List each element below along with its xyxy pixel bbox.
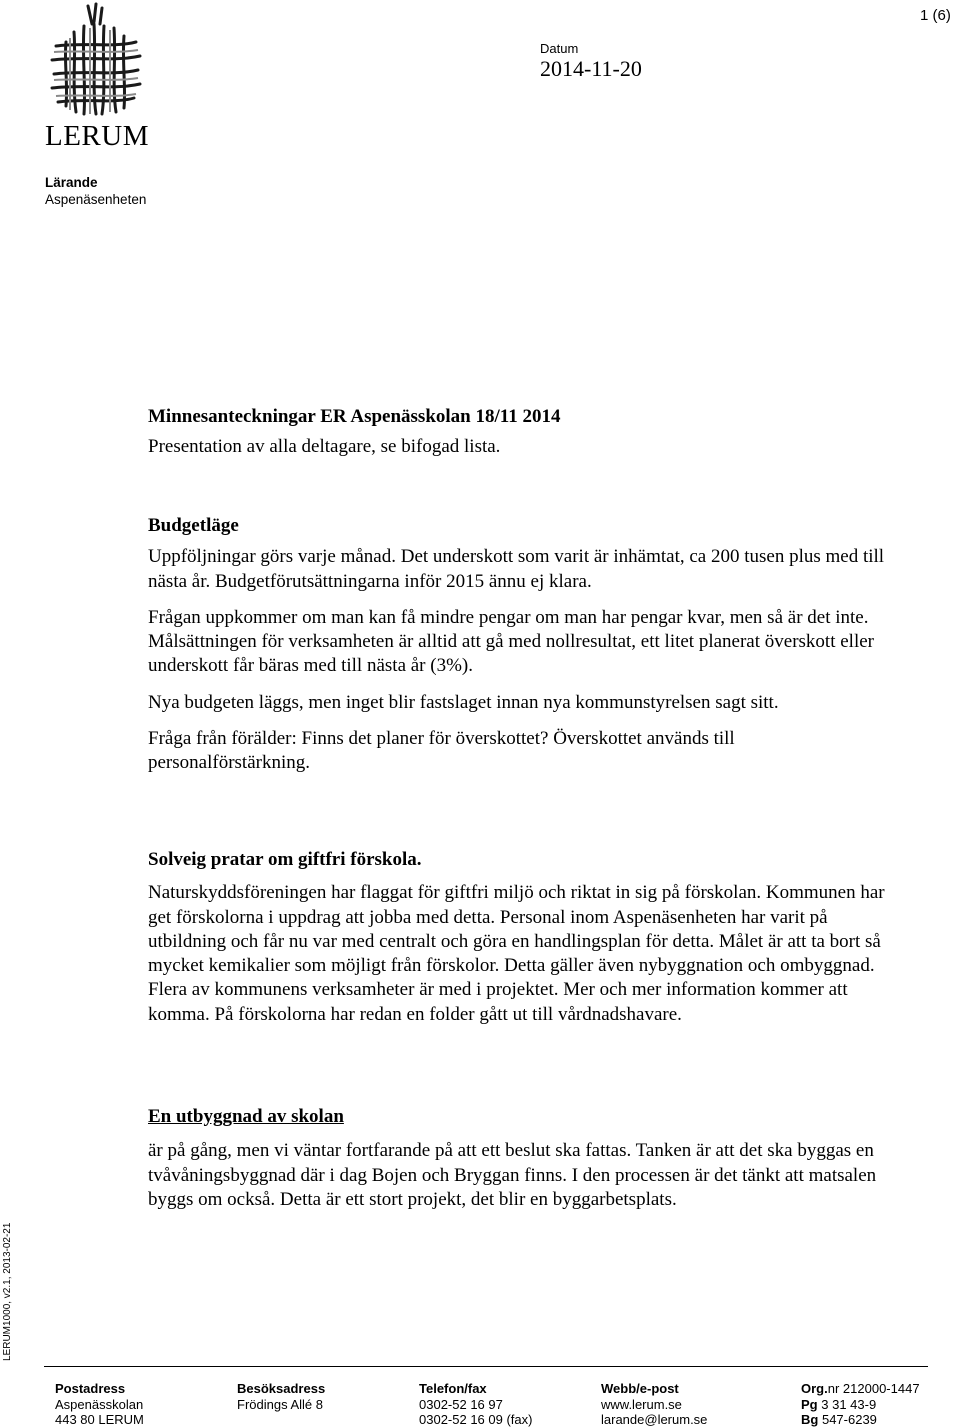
giftfri-heading: Solveig pratar om giftfri förskola. xyxy=(148,849,422,870)
budget-paragraph: Uppföljningar görs varje månad. Det underskott som varit är inhämtat, ca 200 tusen plus med till nästa år. Budgetförutsättningarna inför 2015 ännu ej klara. xyxy=(148,546,885,592)
footer-label: Webb/e-post xyxy=(601,1381,679,1396)
footer-value: 3 31 43-9 xyxy=(821,1396,877,1412)
document-header xyxy=(148,405,888,460)
page-number: 1 (6) xyxy=(920,7,951,24)
footer-label: Besöksadress xyxy=(237,1381,326,1396)
budget-paragraph: Frågan uppkommer om man kan få mindre pengar om man har pengar kvar, men så är det inte. Målsättningen för verksamheten är alltid att gå med nollresultat, ett litet planerat överskott eller underskott får bäras med till nästa år (3%). xyxy=(148,606,874,677)
unit-name: Lärande xyxy=(45,175,98,190)
giftfri-section xyxy=(148,848,888,1027)
side-version-text: LERUM1000, v2.1, 2013-02-21 xyxy=(2,1222,13,1361)
utbyggnad-heading: En utbyggnad av skolan xyxy=(148,1106,344,1127)
logo-wordmark: LERUM xyxy=(45,120,149,152)
footer-value: Frödings Allé 8 xyxy=(237,1396,323,1412)
footer-value: 0302-52 16 09 (fax) xyxy=(419,1412,533,1427)
footer-label: Telefon/fax xyxy=(419,1381,487,1396)
footer-value: 443 80 LERUM xyxy=(55,1412,144,1427)
date-value: 2014-11-20 xyxy=(540,56,642,81)
footer-webb xyxy=(601,1381,707,1428)
utbyggnad-section xyxy=(148,1105,888,1212)
footer-label: Postadress xyxy=(55,1381,126,1396)
budget-section xyxy=(148,514,888,776)
footer-org xyxy=(801,1381,920,1428)
footer-besok xyxy=(237,1381,325,1412)
footer-value: Aspenässkolan xyxy=(55,1396,144,1412)
footer-value: 547-6239 xyxy=(821,1412,877,1427)
unit-sub: Aspenäsenheten xyxy=(45,192,147,207)
budget-heading: Budgetläge xyxy=(148,515,239,536)
footer-telefon xyxy=(419,1381,532,1428)
budget-paragraph: Nya budgeten läggs, men inget blir fastslaget innan nya kommunstyrelsen sagt sitt. xyxy=(148,691,779,713)
footer-label: Bg xyxy=(801,1412,819,1427)
footer-postadress xyxy=(55,1381,144,1428)
date-label: Datum xyxy=(540,41,579,56)
document-title: Minnesanteckningar ER Aspenässkolan 18/11 2014 xyxy=(148,406,561,427)
unit-block xyxy=(45,174,146,208)
footer-value: 0302-52 16 97 xyxy=(419,1396,503,1412)
intro-text: Presentation av alla deltagare, se bifogad lista. xyxy=(148,436,501,458)
side-version-note xyxy=(0,1222,14,1361)
budget-paragraph: Fråga från förälder: Finns det planer för överskottet? Överskottet används till personalförstärkning. xyxy=(148,728,735,774)
footer-label: Pg xyxy=(801,1396,818,1412)
footer-website-link[interactable]: www.lerum.se xyxy=(601,1396,682,1412)
footer-org-nr-label: nr xyxy=(827,1381,840,1396)
footer-value: 212000-1447 xyxy=(842,1381,920,1396)
utbyggnad-paragraph: är på gång, men vi väntar fortfarande på att ett beslut ska fattas. Tanken är att det ska byggas en tvåvåningsbyggnad där i dag Bojen och Bryggan finns. I den processen är det tänkt att matsalen byggs om också. Detta är ett stort projekt, det blir en byggarbetsplats. xyxy=(148,1140,877,1210)
footer-divider xyxy=(44,1366,928,1367)
giftfri-paragraph: Naturskyddsföreningen har flaggat för giftfri miljö och riktat in sig på förskolan. Kommunen har get förskolorna i uppdrag att jobba med detta. Personal inom Aspenäsenheten har varit på utbildning och får nu var med centralt och göra en handlingsplan för detta. Målet är att ta bort så mycket kemikalier som möjligt från förskolor. Detta gäller även nybyggnation och ombyggnad. Flera av kommunens verksamheter är med i projektet. Mer och mer information kommer att komma. På förskolorna har redan en folder gått ut till vårdnadshavare. xyxy=(148,882,885,1025)
footer-email-link[interactable]: larande@lerum.se xyxy=(601,1412,708,1427)
footer-label: Org. xyxy=(801,1381,828,1396)
